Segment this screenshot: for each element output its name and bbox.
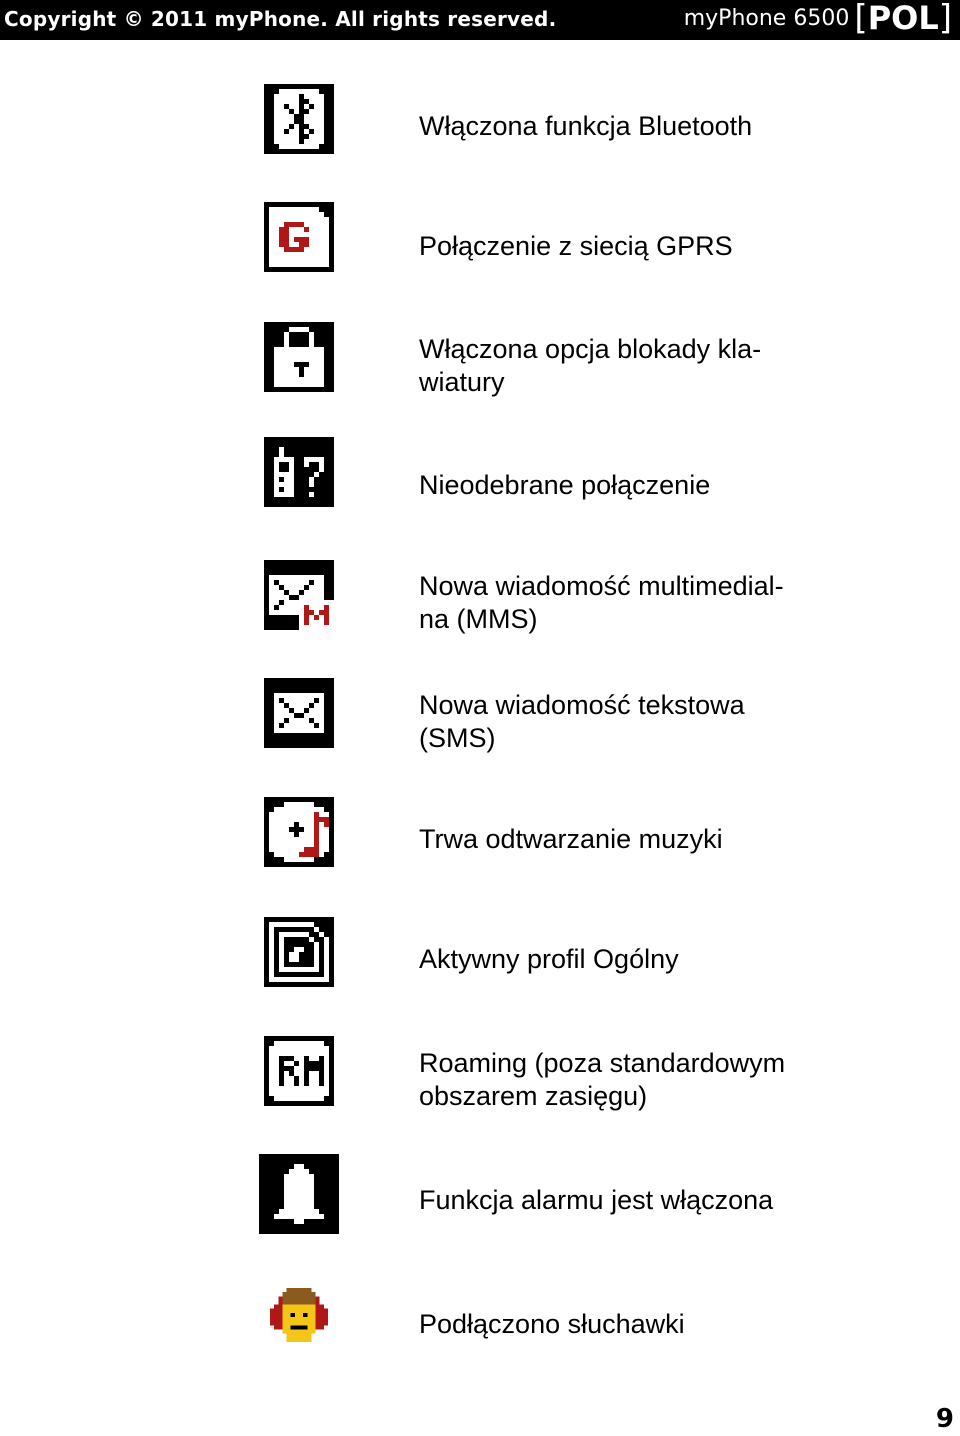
copyright-text: Copyright © 2011 myPhone. All rights reserved. (4, 7, 557, 31)
keypad-lock-icon (264, 322, 334, 392)
item-label: Połączenie z siecią GPRS (419, 231, 733, 261)
item-label: Roaming (poza standardowym obszarem zasięgu) (419, 1048, 786, 1111)
mms-icon (264, 560, 334, 630)
item-label: Trwa odtwarzanie muzyki (419, 824, 723, 854)
bracket-close: ] (938, 0, 952, 38)
bluetooth-icon (264, 84, 334, 154)
item-label: Nieodebrane połączenie (419, 470, 711, 500)
model-title (684, 0, 952, 38)
general-profile-icon (264, 917, 334, 987)
headphones-icon (270, 1288, 328, 1346)
item-label: Podłączono słuchawki (419, 1309, 685, 1339)
page-number: 9 (935, 1404, 954, 1434)
alarm-bell-icon (259, 1154, 339, 1234)
missed-call-icon (264, 437, 334, 507)
page-header (0, 0, 960, 40)
music-playing-icon (264, 797, 334, 867)
item-label: Aktywny profil Ogólny (419, 944, 679, 974)
item-label: Włączona opcja blokady kla- wiatury (419, 334, 762, 397)
gprs-icon (264, 202, 334, 272)
model-name: myPhone 6500 (683, 6, 850, 31)
item-label: Włączona funkcja Bluetooth (419, 111, 753, 141)
item-label: Nowa wiadomość tekstowa (SMS) (419, 690, 745, 753)
item-label: Funkcja alarmu jest włączona (419, 1185, 774, 1215)
item-label: Nowa wiadomość multimedial- na (MMS) (419, 571, 784, 634)
bracket-open: [ (854, 0, 868, 38)
sms-icon (264, 678, 334, 748)
roaming-icon (264, 1036, 334, 1106)
language-code: POL (867, 0, 939, 37)
